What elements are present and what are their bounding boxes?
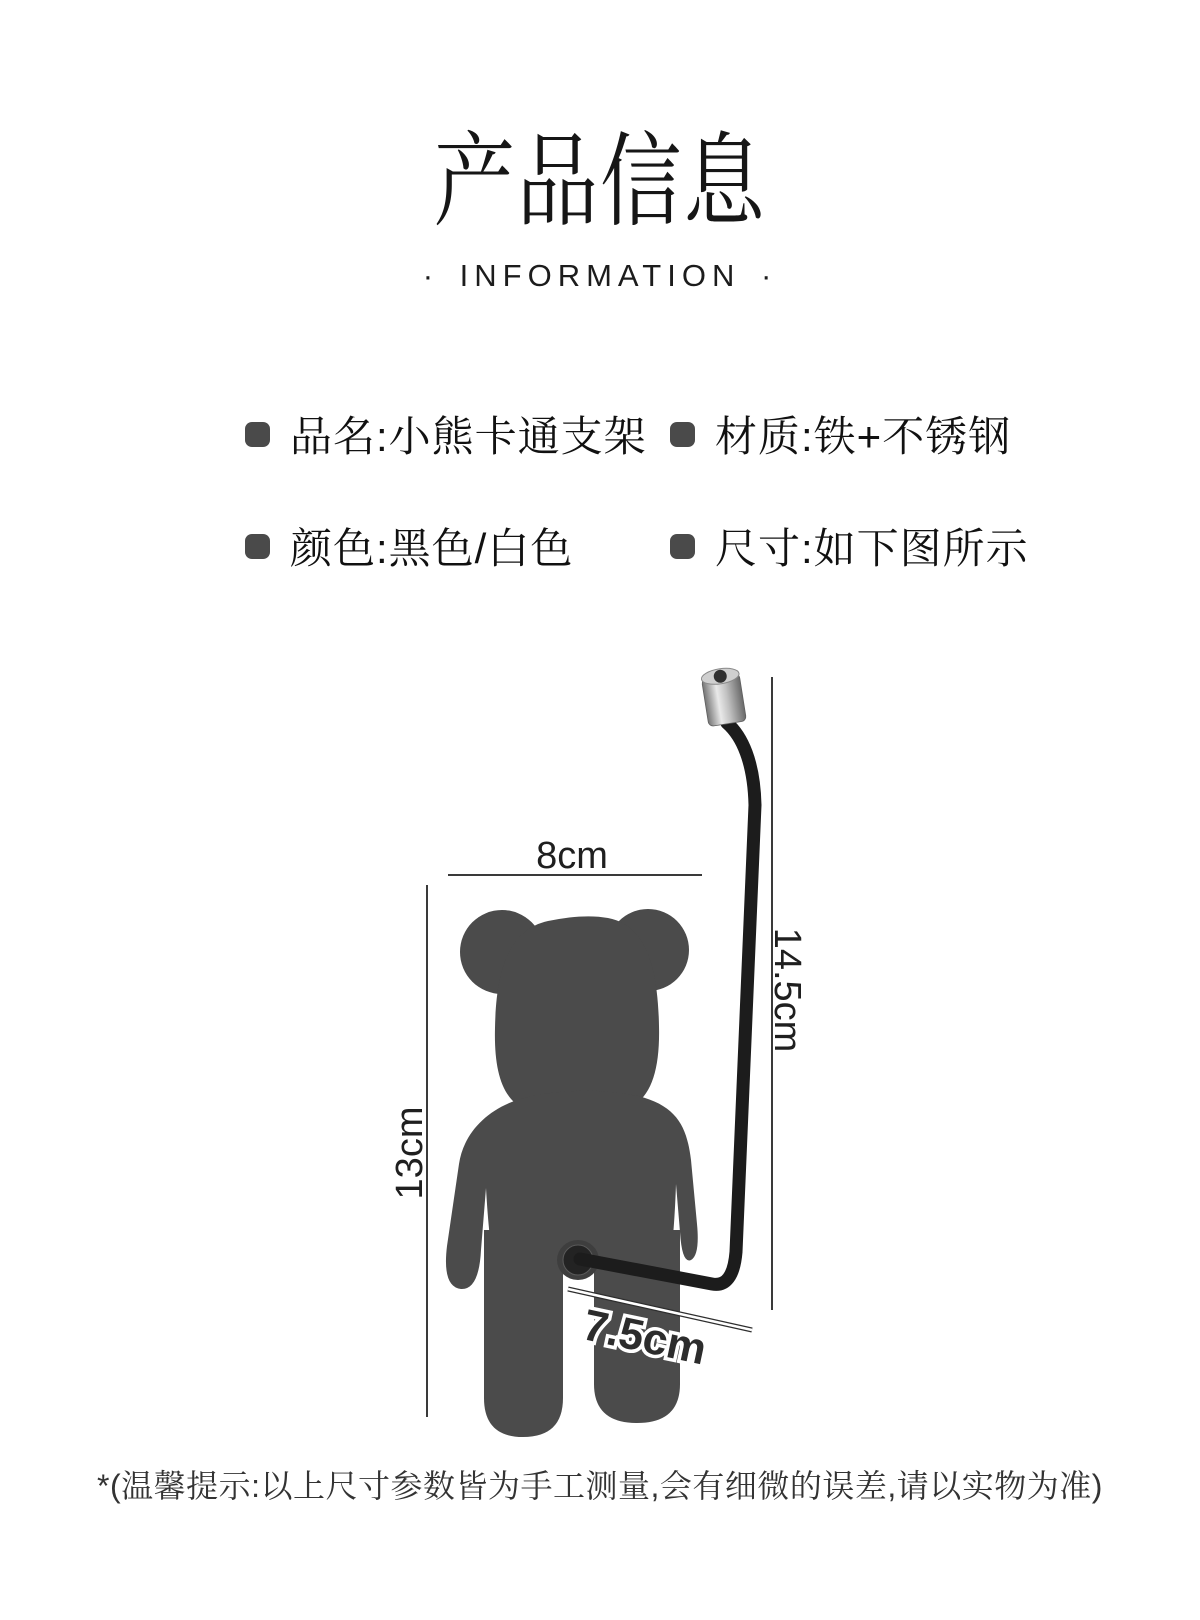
measurement-disclaimer: *(温馨提示:以上尺寸参数皆为手工测量,会有细微的误差,请以实物为准) (97, 1468, 1103, 1504)
hook-depth-dimension-label: 7.5cm (578, 1300, 711, 1375)
width-dimension-label: 8cm (536, 835, 608, 877)
bullet-square-icon (245, 422, 270, 447)
spec-label-name: 品名:小熊卡通支架 (290, 413, 647, 460)
rod-height-dimension-label: 14.5cm (766, 927, 808, 1053)
page-title (0, 126, 1200, 238)
spec-item-material (670, 410, 1011, 458)
spec-item-name (245, 410, 647, 458)
dimension-diagram (380, 630, 840, 1460)
bear-head (495, 916, 659, 1113)
rod-end-cap (700, 666, 746, 727)
spec-item-size (670, 522, 1029, 570)
page-title-text: 产品信息 (433, 125, 767, 239)
spec-item-color (245, 522, 573, 570)
spec-label-size: 尺寸:如下图所示 (715, 525, 1029, 572)
bullet-square-icon (670, 422, 695, 447)
page-subtitle: · INFORMATION · (422, 258, 778, 293)
spec-label-color: 颜色:黑色/白色 (290, 525, 574, 572)
spec-label-material: 材质:铁+不锈钢 (715, 413, 1012, 460)
bullet-square-icon (245, 534, 270, 559)
bear-left-leg (484, 1230, 563, 1437)
bullet-square-icon (670, 534, 695, 559)
bear-height-dimension-label: 13cm (389, 1106, 431, 1200)
